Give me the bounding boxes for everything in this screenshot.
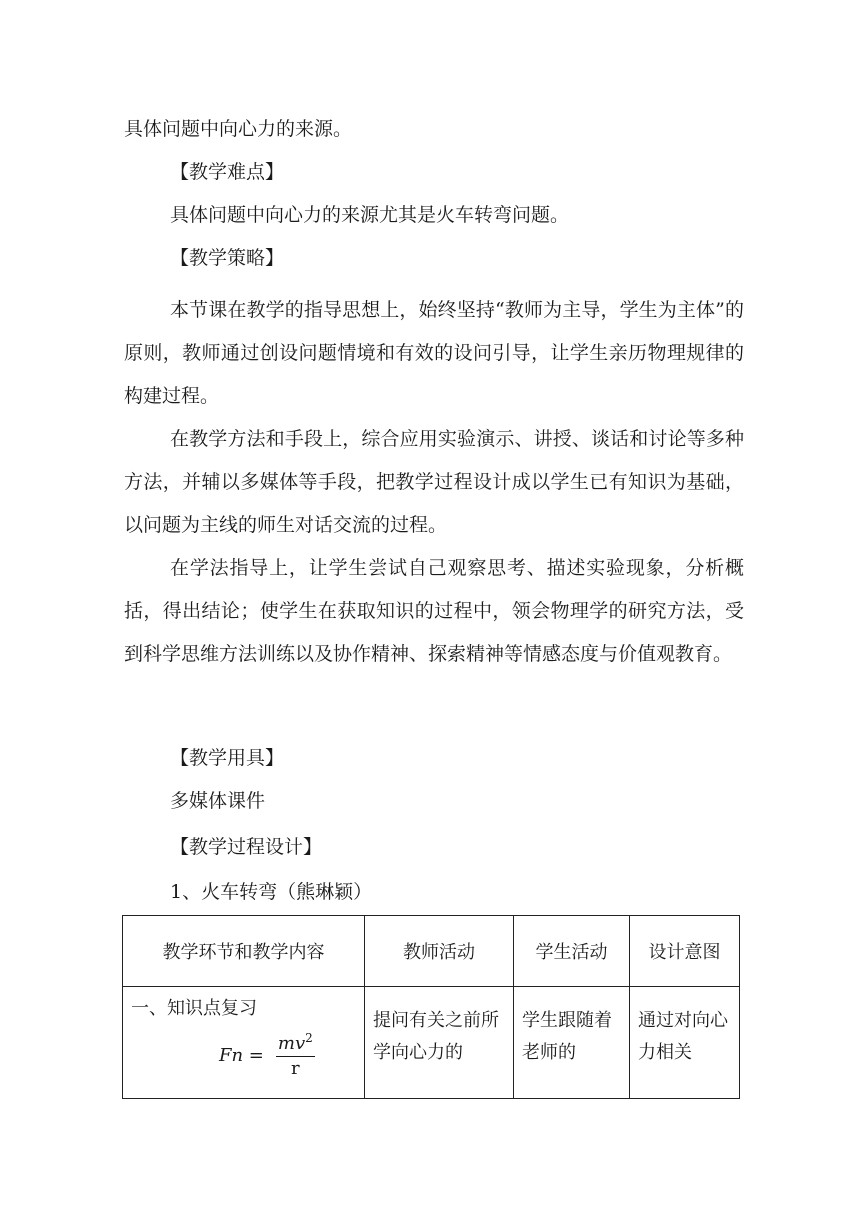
formula-lhs: Fn = (219, 1044, 264, 1066)
lesson-plan-table (122, 915, 740, 1099)
cell-teacher (365, 987, 514, 1099)
cell-intent (630, 987, 740, 1099)
student-activity: 学生跟随着老师的 (522, 1010, 612, 1063)
teacher-activity: 提问有关之前所学向心力的 (373, 1010, 499, 1063)
table-header-row (123, 916, 740, 987)
header-student: 学生活动 (514, 916, 630, 987)
formula-denominator: r (291, 1058, 300, 1079)
text-line: 具体问题中向心力的来源。 (124, 118, 353, 140)
heading-strategy: 【教学策略】 (170, 247, 285, 269)
heading-process: 【教学过程设计】 (170, 836, 323, 858)
header-teacher: 教师活动 (365, 916, 514, 987)
paragraph-strategy-1: 本节课在教学的指导思想上，始终坚持“教师为主导，学生为主体”的原则，教师通过创设问题情境和有效的设问引导，让学生亲历物理规律的构建过程。 (124, 299, 744, 407)
formula-fraction (276, 1031, 315, 1079)
centripetal-force-formula (219, 1031, 364, 1079)
heading-difficulty: 【教学难点】 (170, 161, 285, 183)
text-difficulty: 具体问题中向心力的来源尤其是火车转弯问题。 (170, 204, 570, 226)
paragraph-strategy-2: 在教学方法和手段上，综合应用实验演示、讲授、谈话和讨论等多种方法，并辅以多媒体等手段，把教学过程设计成以学生已有知识为基础，以问题为主线的师生对话交流的过程。 (124, 428, 744, 536)
formula-numerator (276, 1031, 315, 1057)
text-tools: 多媒体课件 (170, 790, 266, 812)
header-intent: 设计意图 (630, 916, 740, 987)
design-intent: 通过对向心力相关 (638, 1010, 728, 1063)
section-title: 1、火车转弯（熊琳颖） (170, 881, 373, 903)
content-title: 一、知识点复习 (131, 998, 257, 1019)
header-content: 教学环节和教学内容 (123, 916, 365, 987)
table-row (123, 987, 740, 1099)
paragraph-strategy-3: 在学法指导上，让学生尝试自己观察思考、描述实验现象，分析概括，得出结论；使学生在获取知识的过程中，领会物理学的研究方法，受到科学思维方法训练以及协作精神、探索精神等情感态度与价值观教育。 (124, 557, 744, 665)
formula-exponent: 2 (305, 1031, 313, 1045)
formula-num-text: mv (277, 1033, 306, 1054)
heading-tools: 【教学用具】 (170, 747, 285, 769)
cell-content (123, 987, 365, 1099)
cell-student (514, 987, 630, 1099)
